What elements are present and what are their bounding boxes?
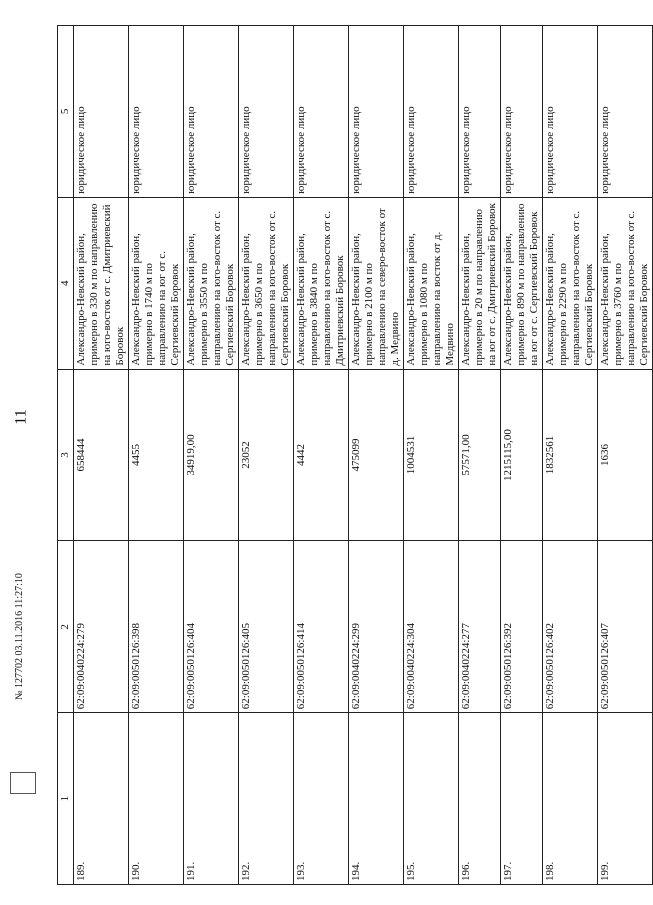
plot-location: Александро-Невский район, примерно в 3650 м по направлению на юго-восток от с. Сергиевский Боровок xyxy=(239,197,294,369)
row-number: 192. xyxy=(239,713,294,885)
land-plots-table-rotated xyxy=(57,25,650,885)
plot-location: Александро-Невский район, примерно в 1740 м по направлению на юг от с. Сергиевский Боровок xyxy=(129,197,184,369)
row-number: 197. xyxy=(501,713,543,885)
owner-type: юридическое лицо xyxy=(349,26,404,198)
land-plots-table xyxy=(57,25,653,885)
cadastral-number: 62:09:0050126:398 xyxy=(129,541,184,713)
cadastral-number: 62:09:0050126:392 xyxy=(501,541,543,713)
plot-area: 57571,00 xyxy=(459,369,501,541)
table-row xyxy=(239,26,294,885)
table-row xyxy=(501,26,543,885)
plot-location: Александро-Невский район, примерно в 3840 м по направлению на юго-восток от с. Дмитриевский Боровок xyxy=(294,197,349,369)
header-col-2: 2 xyxy=(58,541,74,713)
plot-location: Александро-Невский район, примерно в 330 м по направлению на юго-восток от с. Дмитриевский Боровок xyxy=(74,197,129,369)
cadastral-number: 62:09:0040224:279 xyxy=(74,541,129,713)
plot-location: Александро-Невский район, примерно в 2100 м по направлению на северо-восток от д. Медвино xyxy=(349,197,404,369)
owner-type: юридическое лицо xyxy=(294,26,349,198)
table-row xyxy=(74,26,129,885)
row-number: 190. xyxy=(129,713,184,885)
plot-area: 658444 xyxy=(74,369,129,541)
table-row xyxy=(184,26,239,885)
owner-type: юридическое лицо xyxy=(543,26,598,198)
table-row xyxy=(598,26,653,885)
header-col-5: 5 xyxy=(58,26,74,198)
owner-type: юридическое лицо xyxy=(129,26,184,198)
page-number: 11 xyxy=(12,409,30,425)
owner-type: юридическое лицо xyxy=(459,26,501,198)
plot-location: Александро-Невский район, примерно в 20 м по направлению на юг от с. Дмитриевский Боровок xyxy=(459,197,501,369)
plot-area: 1215115,00 xyxy=(501,369,543,541)
plot-area: 1636 xyxy=(598,369,653,541)
plot-location: Александро-Невский район, примерно в 3760 м по направлению на юго-восток от с. Сергиевский Боровок xyxy=(598,197,653,369)
row-number: 193. xyxy=(294,713,349,885)
table-row xyxy=(459,26,501,885)
plot-area: 475099 xyxy=(349,369,404,541)
owner-type: юридическое лицо xyxy=(598,26,653,198)
table-body xyxy=(74,26,653,885)
header-col-1: 1 xyxy=(58,713,74,885)
owner-type: юридическое лицо xyxy=(404,26,459,198)
owner-type: юридическое лицо xyxy=(74,26,129,198)
plot-area: 4442 xyxy=(294,369,349,541)
row-number: 191. xyxy=(184,713,239,885)
cadastral-number: 62:09:0050126:405 xyxy=(239,541,294,713)
plot-location: Александро-Невский район, примерно в 890 м по направлению на юг от с. Сергиевский Боровок xyxy=(501,197,543,369)
table-row xyxy=(129,26,184,885)
plot-area: 1832561 xyxy=(543,369,598,541)
plot-area: 4455 xyxy=(129,369,184,541)
cadastral-number: 62:09:0040224:299 xyxy=(349,541,404,713)
table-row xyxy=(404,26,459,885)
row-number: 195. xyxy=(404,713,459,885)
owner-type: юридическое лицо xyxy=(239,26,294,198)
table-row xyxy=(349,26,404,885)
cadastral-number: 62:09:0040224:304 xyxy=(404,541,459,713)
table-row xyxy=(543,26,598,885)
cadastral-number: 62:09:0050126:404 xyxy=(184,541,239,713)
plot-location: Александро-Невский район, примерно в 1080 м по направлению на восток от д. Медвино xyxy=(404,197,459,369)
row-number: 194. xyxy=(349,713,404,885)
plot-area: 34919,00 xyxy=(184,369,239,541)
plot-area: 23052 xyxy=(239,369,294,541)
table-header-row xyxy=(58,26,74,885)
header-col-3: 3 xyxy=(58,369,74,541)
owner-type: юридическое лицо xyxy=(501,26,543,198)
cadastral-number: 62:09:0050126:414 xyxy=(294,541,349,713)
registry-stamp-text: № 127702 03.11.2016 11:27:10 xyxy=(14,573,25,700)
row-number: 189. xyxy=(74,713,129,885)
plot-area: 1004531 xyxy=(404,369,459,541)
plot-location: Александро-Невский район, примерно в 3550 м по направлению на юго-восток от с. Сергиевский Боровок xyxy=(184,197,239,369)
cadastral-number: 62:09:0050126:407 xyxy=(598,541,653,713)
registry-stamp-icon xyxy=(10,772,36,794)
cadastral-number: 62:09:0040224:277 xyxy=(459,541,501,713)
row-number: 199. xyxy=(598,713,653,885)
header-col-4: 4 xyxy=(58,197,74,369)
owner-type: юридическое лицо xyxy=(184,26,239,198)
plot-location: Александро-Невский район, примерно в 2290 м по направлению на юго-восток от с. Сергиевский Боровок xyxy=(543,197,598,369)
row-number: 196. xyxy=(459,713,501,885)
cadastral-number: 62:09:0050126:402 xyxy=(543,541,598,713)
table-row xyxy=(294,26,349,885)
row-number: 198. xyxy=(543,713,598,885)
